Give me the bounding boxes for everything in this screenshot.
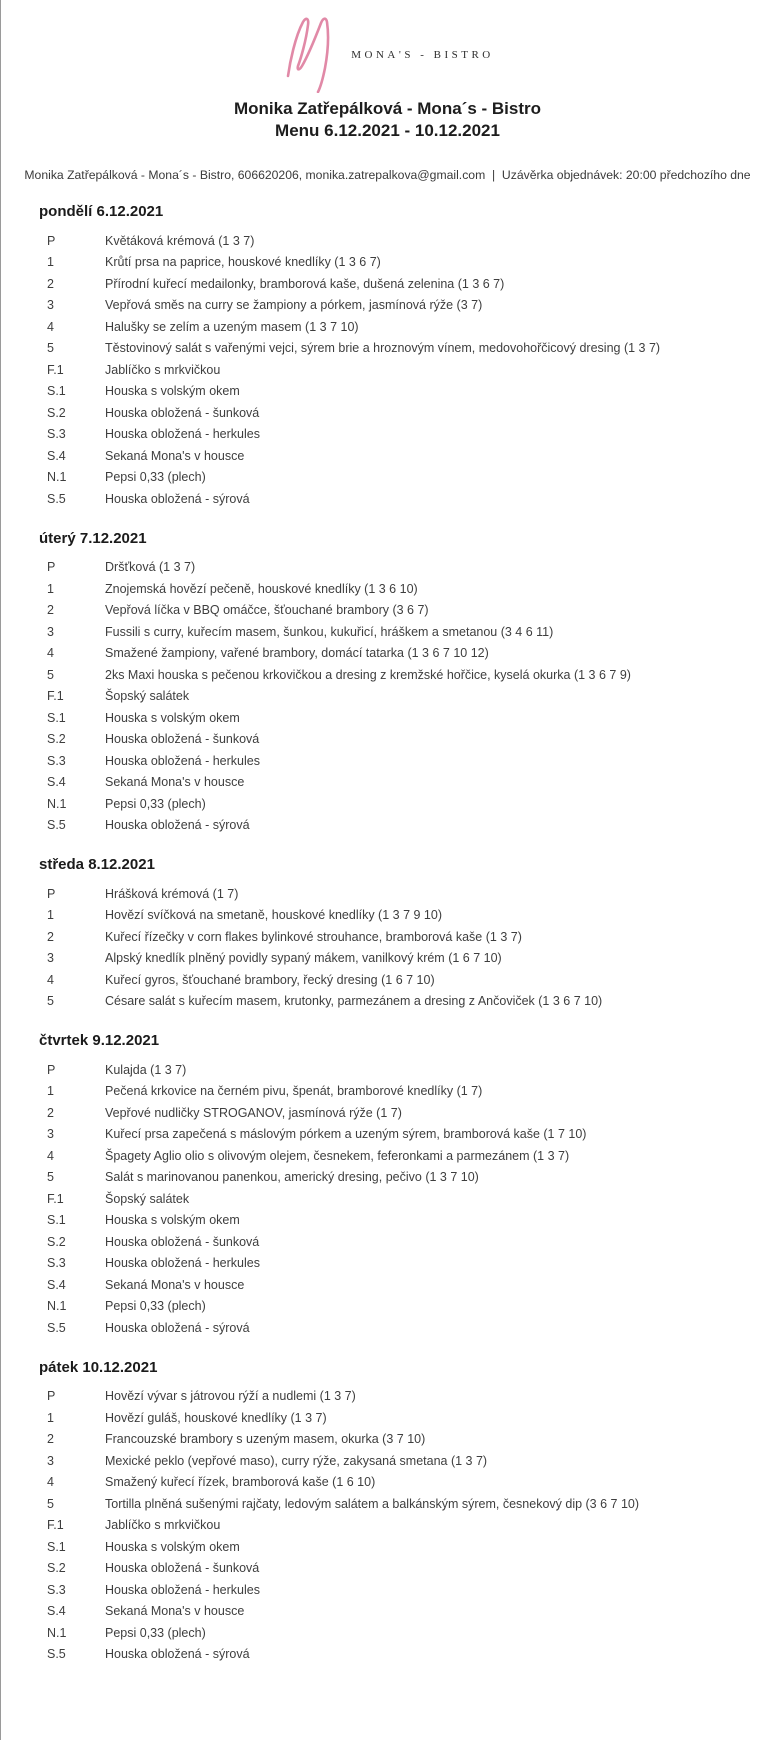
page-title-line2: Menu 6.12.2021 - 10.12.2021 — [275, 121, 500, 140]
item-code: S.2 — [47, 405, 66, 420]
menu-item-row — [39, 230, 754, 252]
menu-item-row — [39, 600, 754, 622]
menu-item-row — [39, 1296, 754, 1318]
item-code: S.1 — [47, 710, 66, 725]
menu-item-row — [39, 926, 754, 948]
item-code: S.2 — [47, 732, 66, 747]
item-text: Houska obložená - herkules — [105, 1256, 260, 1271]
page-title — [1, 98, 774, 142]
item-text: Jablíčko s mrkvičkou — [105, 362, 221, 377]
item-code: 2 — [47, 603, 54, 618]
menu-item-row — [39, 557, 754, 579]
item-code: S.2 — [47, 1561, 66, 1576]
item-code: 3 — [47, 1127, 54, 1142]
menu-item-row — [39, 815, 754, 837]
item-code: 4 — [47, 646, 54, 661]
item-text: Hovězí svíčková na smetaně, houskové knedlíky (1 3 7 9 10) — [105, 908, 442, 923]
item-text: Kuřecí řízečky v corn flakes bylinkové strouhance, bramborová kaše (1 3 7) — [105, 929, 522, 944]
day-items — [39, 883, 754, 1012]
item-code: S.1 — [47, 1213, 66, 1228]
item-code: P — [47, 1062, 56, 1077]
item-code: P — [47, 1389, 56, 1404]
item-text: Houska obložená - herkules — [105, 427, 260, 442]
item-code: F.1 — [47, 1191, 64, 1206]
item-text: Hovězí vývar s játrovou rýží a nudlemi (1 3 7) — [105, 1389, 356, 1404]
menu-item-row — [39, 1472, 754, 1494]
item-code: 1 — [47, 581, 54, 596]
menu-item-row — [39, 1450, 754, 1472]
item-code: 2 — [47, 276, 54, 291]
item-code: 1 — [47, 1084, 54, 1099]
page-title-line1: Monika Zatřepálková - Mona´s - Bistro — [234, 99, 541, 118]
item-code: S.3 — [47, 1582, 66, 1597]
item-text: Jablíčko s mrkvičkou — [105, 1518, 221, 1533]
menu-item-row — [39, 707, 754, 729]
menu-item-row — [39, 1145, 754, 1167]
item-text: Francouzské brambory s uzeným masem, okurka (3 7 10) — [105, 1432, 426, 1447]
menu-item-row — [39, 643, 754, 665]
item-code: S.4 — [47, 1604, 66, 1619]
menu-item-row — [39, 905, 754, 927]
menu-item-row — [39, 1081, 754, 1103]
item-text: Houska obložená - sýrová — [105, 491, 250, 506]
item-text: Pečená krkovice na černém pivu, špenát, bramborové knedlíky (1 7) — [105, 1084, 483, 1099]
item-code: S.3 — [47, 1256, 66, 1271]
logo — [1, 0, 774, 94]
item-code: F.1 — [47, 689, 64, 704]
menu-item-row — [39, 381, 754, 403]
item-code: 3 — [47, 624, 54, 639]
item-code: S.2 — [47, 1234, 66, 1249]
item-text: Houska obložená - šunková — [105, 732, 260, 747]
item-text: Houska s volským okem — [105, 1539, 240, 1554]
day-heading: úterý 7.12.2021 — [39, 529, 147, 547]
menu-item-row — [39, 316, 754, 338]
item-text: Hrášková krémová (1 7) — [105, 886, 239, 901]
item-text: Houska s volským okem — [105, 384, 240, 399]
item-code: 3 — [47, 951, 54, 966]
item-text: Tortilla plněná sušenými rajčaty, ledovým salátem a balkánským sýrem, česnekový dip (3 6 7 10) — [105, 1496, 640, 1511]
item-text: Kuřecí gyros, šťouchané brambory, řecký dresing (1 6 7 10) — [105, 972, 435, 987]
item-text: Houska obložená - šunková — [105, 1234, 260, 1249]
menu-item-row — [39, 1536, 754, 1558]
item-text: Krůtí prsa na paprice, houskové knedlíky (1 3 6 7) — [105, 255, 381, 270]
item-code: N.1 — [47, 470, 67, 485]
menu-item-row — [39, 252, 754, 274]
menu-item-row — [39, 445, 754, 467]
item-text: Houska obložená - šunková — [105, 1561, 260, 1576]
contact-line: Monika Zatřepálková - Mona´s - Bistro, 606620206, monika.zatrepalkova@gmail.com | Uzávěrka objednávek: 20:00 předchozího dne — [24, 168, 751, 182]
menu-item-row — [39, 488, 754, 510]
menu-item-row — [39, 1231, 754, 1253]
item-text: Znojemská hovězí pečeně, houskové knedlíky (1 3 6 10) — [105, 581, 418, 596]
menu-item-row — [39, 772, 754, 794]
day-section — [39, 855, 754, 1012]
item-text: Pepsi 0,33 (plech) — [105, 796, 206, 811]
menu-item-row — [39, 1253, 754, 1275]
day-items — [39, 1059, 754, 1339]
day-items — [39, 557, 754, 837]
menu-item-row — [39, 1274, 754, 1296]
item-code: 5 — [47, 1170, 54, 1185]
menu-item-row — [39, 1210, 754, 1232]
item-code: P — [47, 233, 56, 248]
menu-item-row — [39, 1429, 754, 1451]
item-text: Vepřová líčka v BBQ omáčce, šťouchané brambory (3 6 7) — [105, 603, 429, 618]
item-code: F.1 — [47, 1518, 64, 1533]
menu-item-row — [39, 1386, 754, 1408]
item-text: Sekaná Mona's v housce — [105, 775, 245, 790]
menu-item-row — [39, 424, 754, 446]
item-text: Fussili s curry, kuřecím masem, šunkou, kukuřicí, hráškem a smetanou (3 4 6 11) — [105, 624, 554, 639]
menu-item-row — [39, 883, 754, 905]
item-text: Salát s marinovanou panenkou, americký dresing, pečivo (1 3 7 10) — [105, 1170, 479, 1185]
day-section — [39, 1358, 754, 1666]
item-code: 4 — [47, 319, 54, 334]
menu-item-row — [39, 750, 754, 772]
item-code: S.1 — [47, 384, 66, 399]
menu-item-row — [39, 1102, 754, 1124]
item-code: 5 — [47, 341, 54, 356]
item-text: Květáková krémová (1 3 7) — [105, 233, 255, 248]
item-text: Smažený kuřecí řízek, bramborová kaše (1 6 10) — [105, 1475, 376, 1490]
item-code: S.3 — [47, 427, 66, 442]
item-code: 1 — [47, 255, 54, 270]
item-text: 2ks Maxi houska s pečenou krkovičkou a dresing z kremžské hořčice, kyselá okurka (1 3 6 7 9) — [105, 667, 631, 682]
day-section — [39, 1031, 754, 1339]
brand-text: MONA'S - BISTRO — [351, 49, 494, 61]
day-section — [39, 529, 754, 837]
item-code: 3 — [47, 298, 54, 313]
item-text: Vepřové nudličky STROGANOV, jasmínová rýže (1 7) — [105, 1105, 402, 1120]
menu-item-row — [39, 793, 754, 815]
day-heading: pátek 10.12.2021 — [39, 1358, 158, 1376]
monas-m-logo-icon — [281, 13, 339, 93]
item-code: 2 — [47, 929, 54, 944]
menu-item-row — [39, 729, 754, 751]
day-heading: čtvrtek 9.12.2021 — [39, 1032, 160, 1049]
menu-item-row — [39, 1059, 754, 1081]
menu-item-row — [39, 1622, 754, 1644]
menu-item-row — [39, 948, 754, 970]
item-text: Sekaná Mona's v housce — [105, 1604, 245, 1619]
menu-item-row — [39, 621, 754, 643]
item-text: Houska obložená - sýrová — [105, 1647, 250, 1662]
item-code: N.1 — [47, 1625, 67, 1640]
item-code: S.4 — [47, 448, 66, 463]
item-text: Šopský salátek — [105, 689, 190, 704]
item-text: Kuřecí prsa zapečená s máslovým pórkem a uzeným sýrem, bramborová kaše (1 7 10) — [105, 1127, 587, 1142]
menu-item-row — [39, 1579, 754, 1601]
item-code: N.1 — [47, 796, 67, 811]
item-text: Pepsi 0,33 (plech) — [105, 1625, 206, 1640]
item-text: Houska obložená - šunková — [105, 405, 260, 420]
item-code: S.4 — [47, 1277, 66, 1292]
item-code: 5 — [47, 994, 54, 1009]
item-code: 1 — [47, 1410, 54, 1425]
item-code: N.1 — [47, 1299, 67, 1314]
menu-item-row — [39, 1558, 754, 1580]
item-text: Šopský salátek — [105, 1191, 190, 1206]
day-heading: středa 8.12.2021 — [39, 856, 155, 873]
menu-item-row — [39, 1601, 754, 1623]
item-code: 2 — [47, 1432, 54, 1447]
item-code: 5 — [47, 1496, 54, 1511]
item-text: Césare salát s kuřecím masem, krutonky, parmezánem a dresing z Ančoviček (1 3 6 7 10) — [105, 994, 603, 1009]
item-text: Halušky se zelím a uzeným masem (1 3 7 10) — [105, 319, 359, 334]
item-text: Kulajda (1 3 7) — [105, 1062, 187, 1077]
item-code: 2 — [47, 1105, 54, 1120]
day-items — [39, 1386, 754, 1666]
item-text: Sekaná Mona's v housce — [105, 448, 245, 463]
menu-item-row — [39, 1493, 754, 1515]
item-text: Houska obložená - sýrová — [105, 1320, 250, 1335]
item-code: S.1 — [47, 1539, 66, 1554]
item-code: 4 — [47, 972, 54, 987]
menu-item-row — [39, 686, 754, 708]
menu-item-row — [39, 295, 754, 317]
menu-item-row — [39, 1644, 754, 1666]
item-text: Smažené žampiony, vařené brambory, domácí tatarka (1 3 6 7 10 12) — [105, 646, 489, 661]
menu-item-row — [39, 402, 754, 424]
item-code: P — [47, 560, 56, 575]
item-text: Těstovinový salát s vařenými vejci, sýrem brie a hroznovým vínem, medovohořčicový dresing (1 3 7) — [105, 341, 661, 356]
item-text: Houska obložená - herkules — [105, 1582, 260, 1597]
item-code: 5 — [47, 667, 54, 682]
menu-item-row — [39, 1407, 754, 1429]
item-text: Hovězí guláš, houskové knedlíky (1 3 7) — [105, 1410, 327, 1425]
menu-item-row — [39, 1167, 754, 1189]
item-code: 3 — [47, 1453, 54, 1468]
menu-item-row — [39, 578, 754, 600]
item-text: Pepsi 0,33 (plech) — [105, 1299, 206, 1314]
menu-item-row — [39, 664, 754, 686]
item-text: Přírodní kuřecí medailonky, bramborová kaše, dušená zelenina (1 3 6 7) — [105, 276, 505, 291]
item-text: Houska obložená - herkules — [105, 753, 260, 768]
item-text: Dršťková (1 3 7) — [105, 560, 196, 575]
menu-item-row — [39, 1188, 754, 1210]
menu-item-row — [39, 1515, 754, 1537]
day-heading: pondělí 6.12.2021 — [39, 203, 164, 220]
item-text: Pepsi 0,33 (plech) — [105, 470, 206, 485]
item-text: Sekaná Mona's v housce — [105, 1277, 245, 1292]
menu-item-row — [39, 359, 754, 381]
item-text: Houska s volským okem — [105, 710, 240, 725]
item-text: Vepřová směs na curry se žampiony a pórkem, jasmínová rýže (3 7) — [105, 298, 483, 313]
item-code: 4 — [47, 1148, 54, 1163]
item-code: S.5 — [47, 1320, 66, 1335]
item-text: Mexické peklo (vepřové maso), curry rýže, zakysaná smetana (1 3 7) — [105, 1453, 488, 1468]
item-code: 1 — [47, 908, 54, 923]
day-section — [39, 202, 754, 510]
item-code: S.5 — [47, 818, 66, 833]
item-code: 4 — [47, 1475, 54, 1490]
item-text: Houska obložená - sýrová — [105, 818, 250, 833]
menu-days — [1, 202, 774, 1665]
menu-item-row — [39, 467, 754, 489]
item-code: S.3 — [47, 753, 66, 768]
menu-item-row — [39, 1124, 754, 1146]
item-code: P — [47, 886, 56, 901]
day-items — [39, 230, 754, 510]
item-text: Houska s volským okem — [105, 1213, 240, 1228]
menu-item-row — [39, 991, 754, 1013]
item-code: S.5 — [47, 1647, 66, 1662]
item-code: S.5 — [47, 491, 66, 506]
item-text: Alpský knedlík plněný povidly sypaný mákem, vanilkový krém (1 6 7 10) — [105, 951, 502, 966]
menu-item-row — [39, 273, 754, 295]
item-code: S.4 — [47, 775, 66, 790]
menu-item-row — [39, 1317, 754, 1339]
item-text: Špagety Aglio olio s olivovým olejem, česnekem, feferonkami a parmezánem (1 3 7) — [105, 1148, 570, 1163]
menu-item-row — [39, 338, 754, 360]
menu-item-row — [39, 969, 754, 991]
item-code: F.1 — [47, 362, 64, 377]
